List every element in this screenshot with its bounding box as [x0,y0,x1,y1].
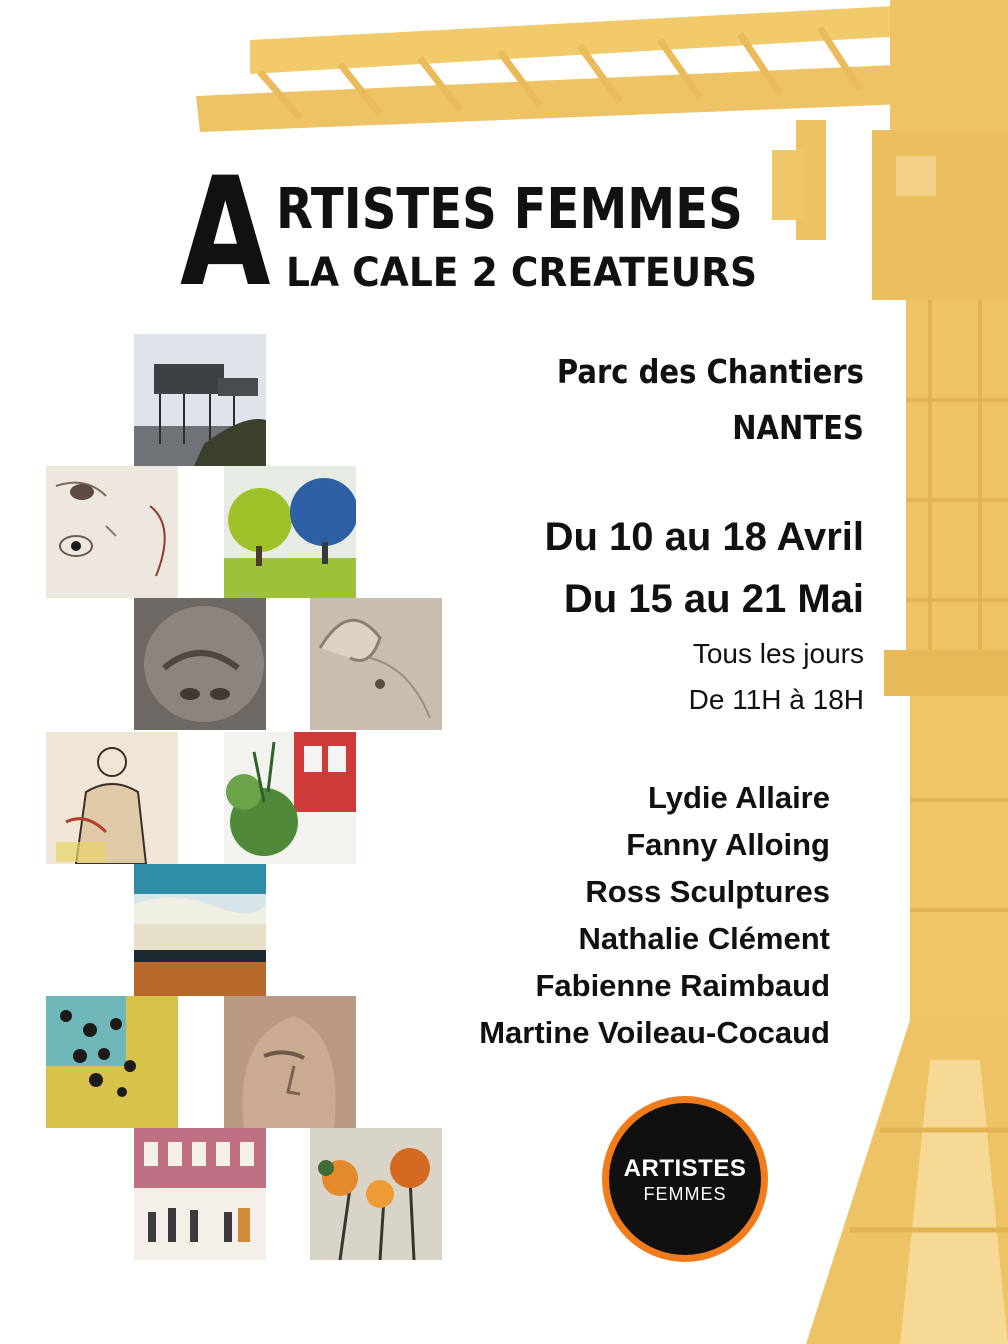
venue-city: NANTES [732,408,864,447]
artist-list [479,774,830,1056]
logo-text-artistes: ARTISTES [623,1155,747,1182]
artwork-thumbnail-clay-ram [310,598,442,730]
artwork-thumbnail-figure-drawing [46,732,178,864]
artwork-thumbnail-face-sketch [46,466,178,598]
artwork-thumbnail-trees [224,466,356,598]
date-period-1: Du 10 au 18 Avril [544,515,864,559]
artistes-femmes-logo [602,1096,768,1262]
artwork-thumbnail-seascape [134,864,266,996]
artwork-thumbnail-huts [134,334,266,466]
artist-name: Fanny Alloing [626,827,830,862]
artist-name: Fabienne Raimbaud [535,968,830,1003]
opening-days: Tous les jours [692,638,864,669]
date-period-2: Du 15 au 21 Mai [563,577,864,621]
logo-inner-circle [609,1103,761,1255]
artwork-thumbnail-orange-trees [310,1128,442,1260]
venue-block [515,344,864,456]
artist-name: Ross Sculptures [585,874,830,909]
opening-hours: De 11H à 18H [688,684,864,715]
artwork-thumbnail-street-sketch [224,732,356,864]
title-subtitle: LA CALE 2 CREATEURS [286,250,758,296]
dates-block [545,506,864,722]
title-initial: A [180,146,268,320]
artwork-thumbnail-market-scene [134,1128,266,1260]
artwork-thumbnail-sculpted-face [224,996,356,1128]
poster-title [180,146,780,320]
artwork-thumbnail-sculpture-head [134,598,266,730]
title-main: RTISTES FEMMES [276,177,743,242]
artist-name: Nathalie Clément [578,921,830,956]
artist-name: Lydie Allaire [647,780,830,815]
artist-name: Martine Voileau-Cocaud [479,1015,830,1050]
venue-place: Parc des Chantiers [556,352,864,391]
artwork-thumbnail-abstract-dots [46,996,178,1128]
logo-text-femmes: FEMMES [643,1184,727,1204]
